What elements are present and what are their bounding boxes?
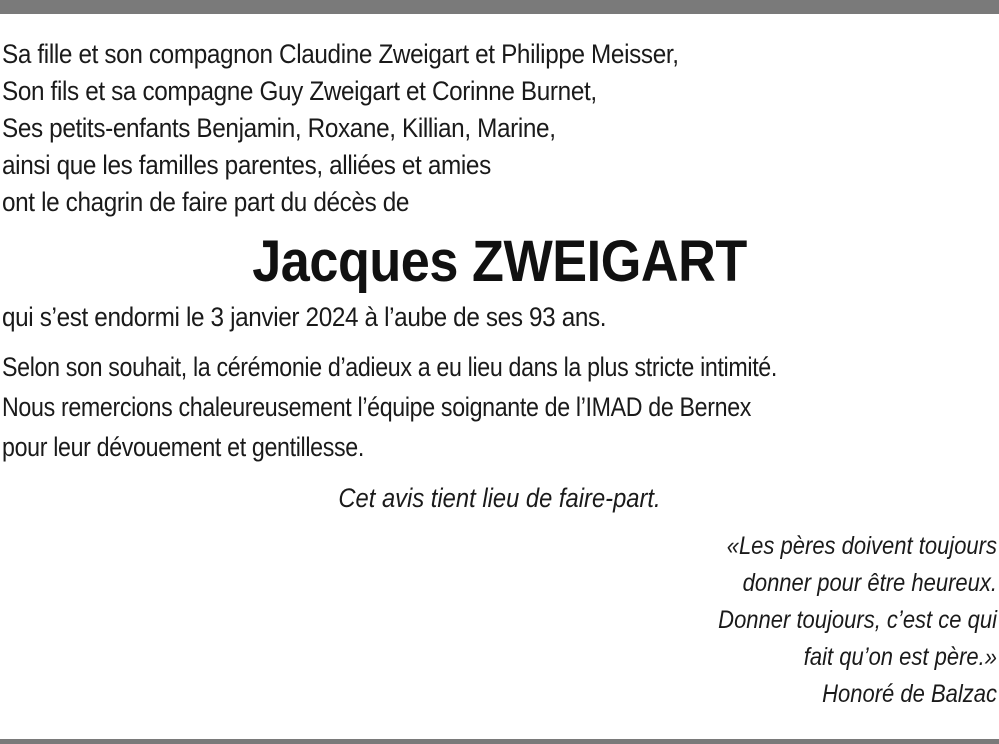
intro-line: Ses petits-enfants Benjamin, Roxane, Killian, Marine, [2, 113, 556, 143]
top-rule [0, 0, 999, 14]
ceremony-line: Nous remercions chaleureusement l’équipe soignante de l’IMAD de Bernex [2, 392, 752, 422]
quotation [2, 528, 997, 713]
quote-line: fait qu’on est père.» [803, 643, 997, 671]
passing-statement [2, 299, 997, 336]
ceremony-paragraph [2, 347, 997, 467]
ceremony-line: pour leur dévouement et gentillesse. [2, 432, 364, 462]
quote-line: Donner toujours, c’est ce qui [718, 606, 997, 634]
quote-line: donner pour être heureux. [742, 569, 997, 597]
quote-author: Honoré de Balzac [822, 680, 997, 708]
notice-line: Cet avis tient lieu de faire-part. [338, 483, 661, 513]
intro-line: Sa fille et son compagnon Claudine Zweigart et Philippe Meisser, [2, 39, 679, 69]
obituary-notice [2, 36, 997, 713]
ceremony-line: Selon son souhait, la cérémonie d’adieux a eu lieu dans la plus stricte intimité. [2, 352, 777, 382]
family-announcement [2, 36, 997, 221]
intro-line: ainsi que les familles parentes, alliées et amies [2, 150, 491, 180]
intro-line: ont le chagrin de faire part du décès de [2, 187, 410, 217]
intro-line: Son fils et sa compagne Guy Zweigart et Corinne Burnet, [2, 76, 597, 106]
bottom-rule [0, 739, 999, 744]
deceased-name: Jacques ZWEIGART [252, 229, 747, 294]
passing-line: qui s’est endormi le 3 janvier 2024 à l’aube de ses 93 ans. [2, 302, 607, 332]
quote-line: «Les pères doivent toujours [726, 532, 997, 560]
